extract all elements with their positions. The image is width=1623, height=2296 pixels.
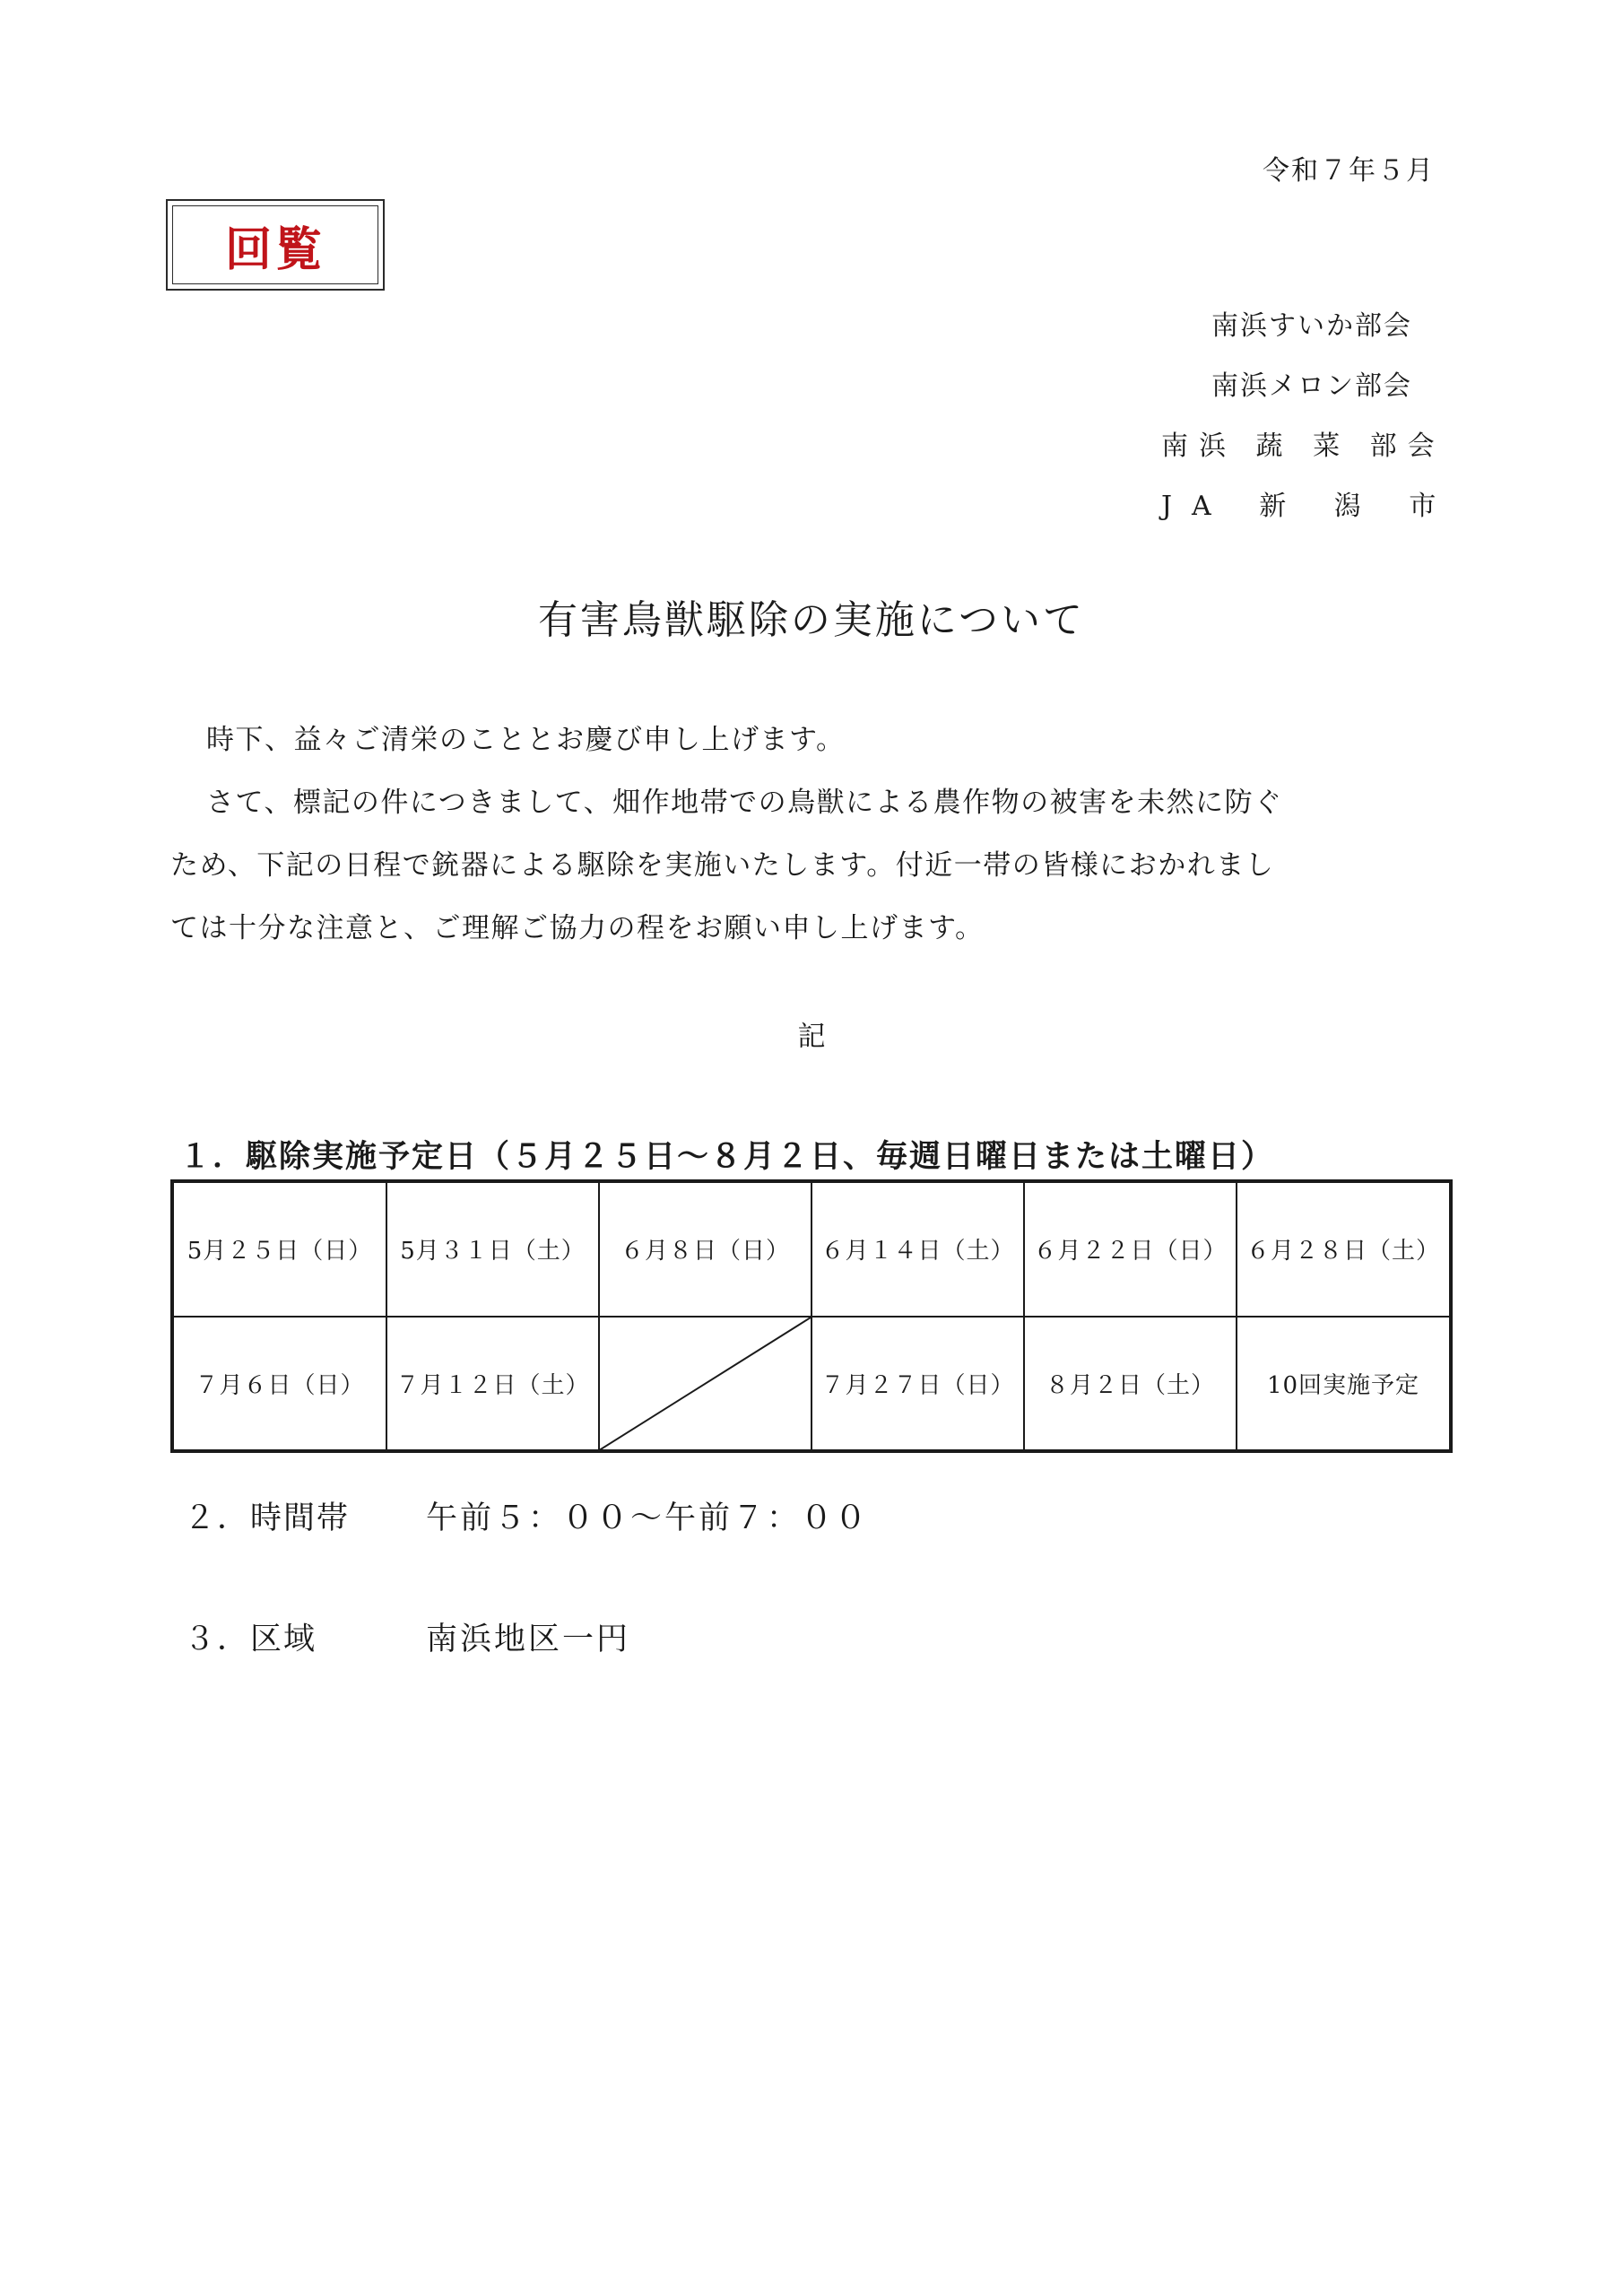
sender-list [1161, 296, 1456, 536]
schedule-cell-total: 10回実施予定 [1237, 1317, 1449, 1450]
sender-watermelon-group: 南浜すいか部会 [1211, 310, 1412, 342]
sender-ja-niigata: JA 新 潟 市 [1161, 491, 1456, 522]
empty-cell-slash [600, 1318, 811, 1450]
sender-vegetable-group: 南浜 蔬 菜 部会 [1161, 430, 1445, 462]
schedule-cell: ６月８日（日） [599, 1183, 812, 1317]
schedule-heading: １．駆除実施予定日（５月２５日～８月２日、毎週日曜日または土曜日） [179, 1139, 1275, 1175]
schedule-cell: ６月１４日（土） [812, 1183, 1024, 1317]
document-title: 有害鳥獣駆除の実施について [537, 597, 1086, 643]
time-section [184, 1493, 1081, 1538]
area-label: ３．区域 [184, 1622, 317, 1657]
ki-marker: 記 [797, 1021, 826, 1053]
circulation-stamp-inner-border [172, 205, 378, 284]
schedule-row [174, 1183, 1449, 1317]
schedule-cell: ６月２８日（土） [1237, 1183, 1449, 1317]
greeting-paragraph: 時下、益々ご清栄のこととお慶び申し上げます。 [206, 724, 846, 756]
schedule-cell: ７月６日（日） [174, 1317, 386, 1450]
schedule-cell: 5月２５日（日） [174, 1183, 386, 1317]
circulation-stamp-label: 回覧 [224, 222, 325, 277]
sender-melon-group: 南浜メロン部会 [1211, 370, 1412, 402]
body-text [170, 709, 1291, 960]
schedule-cell: ７月１２日（土） [386, 1317, 599, 1450]
circulation-stamp [166, 199, 385, 291]
schedule-cell-empty [599, 1317, 812, 1450]
area-section [184, 1614, 1081, 1659]
notice-paragraph: さて、標記の件につきまして、畑作地帯での鳥獣による農作物の被害を未然に防ぐため、下記の日程で銃器による駆除を実施いたします。付近一帯の皆様におかれましては十分な注意と、ご理解ご協力の程をお願い申し上げます。 [170, 787, 1283, 944]
schedule-cell: ６月２２日（日） [1024, 1183, 1237, 1317]
time-value: 午前５：００～午前７：００ [426, 1500, 870, 1536]
schedule-table [170, 1179, 1453, 1453]
schedule-cell: ８月２日（土） [1024, 1317, 1237, 1450]
schedule-cell: ７月２７日（日） [812, 1317, 1024, 1450]
area-value: 南浜地区一円 [426, 1622, 631, 1657]
time-label: ２．時間帯 [184, 1500, 351, 1536]
document-date: 令和７年５月 [1263, 155, 1435, 187]
schedule-row [174, 1317, 1449, 1450]
schedule-cell: 5月３１日（土） [386, 1183, 599, 1317]
